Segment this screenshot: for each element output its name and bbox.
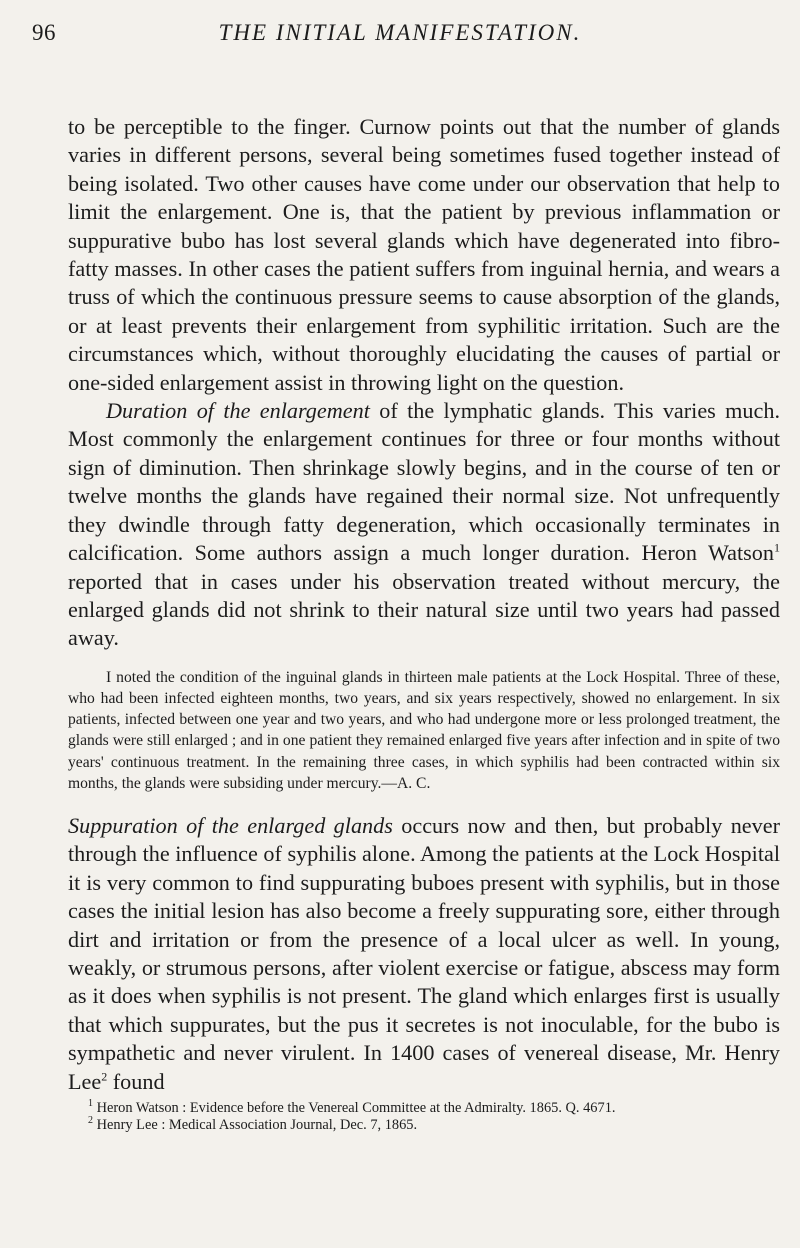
paragraph-duration-text-end: reported that in cases under his observation treated without mercury, the enlarged glands did not shrink to their natural size until two years had passed away. [68, 568, 780, 651]
footnote-mark-2: 2 [88, 1115, 93, 1127]
paragraph-suppuration [68, 812, 780, 1096]
footnote-2 [68, 1117, 780, 1134]
page-number: 96 [32, 20, 56, 45]
editor-note: I noted the condition of the inguinal glands in thirteen male patients at the Lock Hospital. Three of these, who had been infected eighteen months, two years, and six years respectively, showed no enlargement. In six patients, infected between one year and two years, and who had undergone more or less prolonged treatment, the glands were still enlarged ; and in one patient they remained enlarged five years after infection and in spite of two years' continuous treatment. In the remaining three cases, in which syphilis had been contracted within six months, the glands were subsiding under mercury.—A. C. [68, 668, 780, 792]
section-lead-suppuration: Suppuration of the enlarged glands [68, 812, 393, 838]
page-body [68, 113, 780, 1134]
footnote-mark-1: 1 [88, 1098, 93, 1110]
running-head: THE INITIAL MANIFESTATION. [218, 20, 582, 45]
footnotes [68, 1100, 780, 1134]
paragraph-duration-text: of the lymphatic glands. This varies much. Most commonly the enlargement continues for three or four months without sign of diminution. Then shrinkage slowly begins, and in the course of ten or twelve months the glands have regained their normal size. Not unfrequently they dwindle through fatty degeneration, which occasionally terminates in calcification. Some authors assign a much longer duration. Heron Watson [68, 398, 781, 566]
paragraph-suppuration-text-end: found [107, 1068, 165, 1094]
paragraph-duration [68, 397, 780, 653]
paragraph-glands-number: to be perceptible to the finger. Curnow points out that the number of glands varies in different persons, several being sometimes fused together instead of being isolated. Two other causes have come under our observation that help to limit the enlargement. One is, that the patient by previous inflammation or suppurative bubo has lost several glands which have degenerated into fibro-fatty masses. In other cases the patient suffers from inguinal hernia, and wears a truss of which the continuous pressure seems to cause absorption of the glands, or at least prevents their enlargement from syphilitic irritation. Such are the circumstances which, without thoroughly elucidating the causes of partial or one-sided enlargement assist in throwing light on the question. [68, 114, 780, 395]
paragraph-suppuration-text: occurs now and then, but probably never through the influence of syphilis alone. Among the patients at the Lock Hospital it is very common to find suppurating buboes present with syphilis, but in those cases the initial lesion has also become a freely suppurating sore, either through dirt and irritation or from the presence of a local ulcer as well. In young, weakly, or strumous persons, after violent exercise or fatigue, abscess may form as it does when syphilis is not present. The gland which enlarges first is usually that which suppurates, but the pus it secretes is not inoculable, for the bubo is sympathetic and never virulent. In 1400 cases of venereal disease, Mr. Henry Lee [68, 812, 780, 1094]
page-header [30, 20, 770, 60]
footnote-1-text: Heron Watson : Evidence before the Venereal Committee at the Admiralty. 1865. Q. 4671. [93, 1100, 616, 1116]
section-lead-duration: Duration of the enlargement [106, 398, 370, 424]
footnote-2-text: Henry Lee : Medical Association Journal, Dec. 7, 1865. [93, 1117, 418, 1133]
footnote-ref-2: 2 [101, 1069, 108, 1084]
footnote-ref-1: 1 [774, 540, 780, 555]
footnote-1 [68, 1100, 780, 1117]
